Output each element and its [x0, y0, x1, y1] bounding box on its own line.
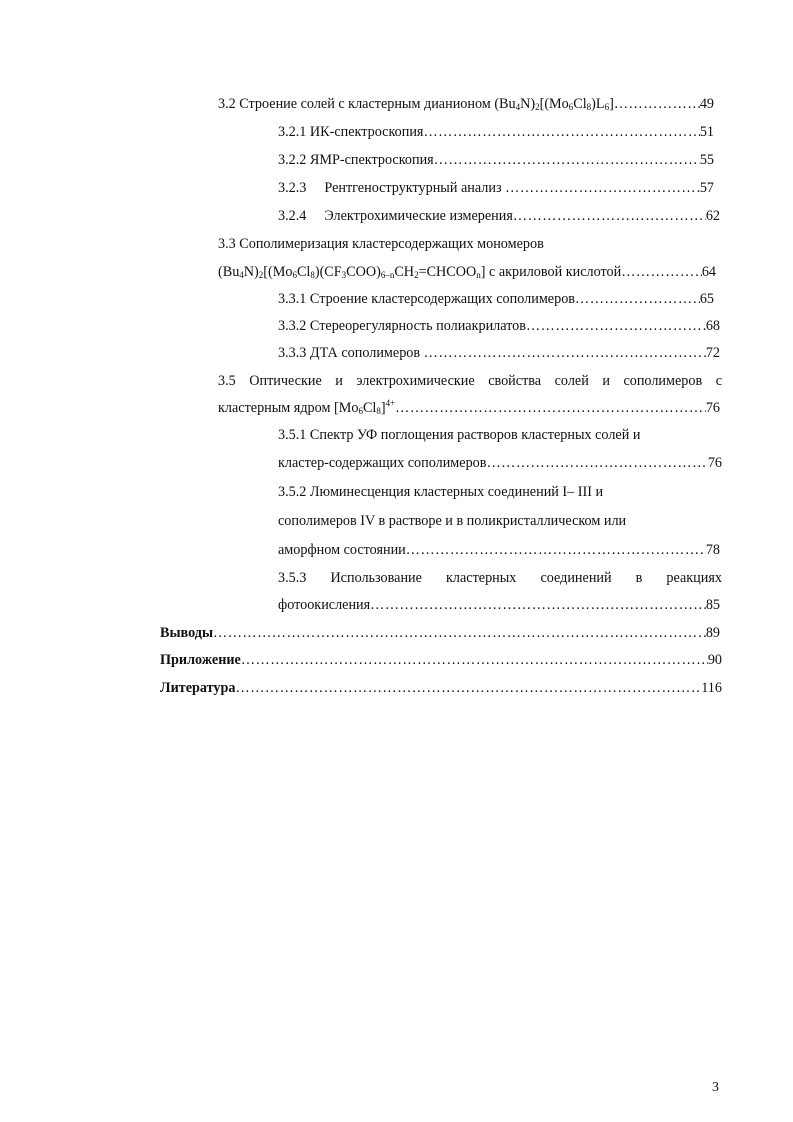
toc-entry-3-3-2	[278, 316, 720, 336]
dot-leader	[370, 595, 706, 615]
toc-number: 3.3.1	[278, 291, 307, 307]
toc-page-number: 62	[705, 208, 720, 224]
toc-entry-3-2-2	[278, 150, 714, 170]
toc-entry-3-3-formula: $(Bu_4N)_2[(Mo_6Cl_8)(CF_3COO)_{6-n}CH_2=CHCOO_n]$ с акриловой кислотой ………………………………………………………………………………………………………………………… 64	[218, 262, 716, 282]
toc-entry-3-5-1-title: 3.5.1 Спектр УФ поглощения растворов кластерных солей и	[278, 427, 641, 443]
toc-entry-3-2-4	[278, 206, 720, 226]
toc-title: Выводы	[160, 625, 214, 641]
toc-title: Строение кластерсодержащих сополимеров	[309, 291, 575, 307]
toc-entry-3-5-3: фотоокисления ………………………………………………………………………………………………………………………… 85	[278, 595, 720, 615]
toc-page-number: 116	[701, 680, 722, 696]
toc-page-number: 89	[705, 625, 720, 641]
toc-entry-3-5-title: 3.5 Оптические и электрохимические свойства солей и сополимеров с	[218, 373, 722, 389]
toc-page-number: 65	[699, 291, 714, 307]
toc-entry-3-5-core: кластерным ядром $[Mo_6Cl_8]^{4+}$ ………………………………………………………………………………………………………………………… 76	[218, 398, 720, 418]
toc-entry-appendix	[160, 650, 722, 670]
toc-entry-conclusions	[160, 623, 720, 643]
toc-title: Приложение	[160, 652, 241, 668]
toc-entry-3-5-2: аморфном состоянии ………………………………………………………………………………………………………………………… 78	[278, 540, 720, 560]
toc-number: 3.2.3	[278, 180, 307, 196]
dot-leader	[241, 650, 708, 670]
toc-number: 3.3.2	[278, 318, 307, 334]
toc-page-number: 57	[699, 180, 714, 196]
toc-page-number: 55	[699, 152, 714, 168]
dot-leader	[526, 316, 706, 336]
toc-title: ДТА сополимеров	[309, 345, 421, 361]
toc-page-number: 68	[705, 318, 720, 334]
toc-page-number: 90	[707, 652, 722, 668]
dot-leader	[395, 398, 706, 418]
toc-entry-3-2-1	[278, 122, 714, 142]
toc-number: 3.2.4	[278, 208, 307, 224]
toc-entry-3-5-2-title: 3.5.2 Люминесценция кластерных соединений I– III и	[278, 484, 604, 500]
toc-entry-3-2	[218, 94, 714, 114]
dot-leader	[236, 678, 702, 698]
toc-entry-literature	[160, 678, 722, 698]
dot-leader	[614, 94, 700, 114]
toc-entry-3-5-3-title: 3.5.3 Использование кластерных соединений в реакциях	[278, 570, 722, 586]
toc-title: Рентгеноструктурный анализ	[324, 180, 502, 196]
page-number: 3	[712, 1080, 719, 1095]
toc-title: ИК-спектроскопия	[309, 124, 424, 140]
dot-leader	[621, 262, 702, 282]
toc-title: Электрохимические измерения	[324, 208, 513, 224]
toc-page-number: 51	[699, 124, 714, 140]
toc-title: ЯМР-спектроскопия	[309, 152, 434, 168]
dot-leader	[423, 122, 699, 142]
toc-entry-3-5-1: кластер-содержащих сополимеров ………………………………………………………………………………………………………………………… 76	[278, 453, 722, 473]
toc-page-number: 85	[705, 597, 720, 613]
dot-leader	[505, 178, 700, 198]
toc-page-number: 72	[705, 345, 720, 361]
dot-leader	[486, 453, 707, 473]
toc-entry-3-3-1	[278, 289, 714, 309]
toc-title: Стереорегулярность полиакрилатов	[309, 318, 526, 334]
dot-leader	[406, 540, 706, 560]
toc-entry-3-5-2-line2: сополимеров IV в растворе и в поликристаллическом или	[278, 513, 627, 529]
dot-leader	[513, 206, 706, 226]
toc-entry-3-3-3	[278, 343, 720, 363]
toc-number: 3.3.3	[278, 345, 307, 361]
toc-entry-3-3-title: 3.3 Сополимеризация кластерсодержащих мономеров	[218, 236, 544, 252]
toc-number: 3.2.1	[278, 124, 307, 140]
dot-leader	[424, 343, 706, 363]
toc-page-number: 76	[707, 455, 722, 471]
toc-title: Литература	[160, 680, 236, 696]
toc-number: 3.2	[218, 96, 236, 112]
dot-leader	[575, 289, 700, 309]
toc-entry-3-2-3	[278, 178, 714, 198]
toc-number: 3.2.2	[278, 152, 307, 168]
toc-page-number: 76	[705, 400, 720, 416]
toc-page-number: 49	[699, 96, 714, 112]
dot-leader	[213, 623, 706, 643]
toc-title: Строение солей с кластерным дианионом $(Bu_4N)_2[(Mo_6Cl_8)L_6]$	[239, 96, 614, 112]
toc-page-number: 78	[705, 542, 720, 558]
dot-leader	[434, 150, 700, 170]
toc-page-number: 64	[701, 264, 716, 280]
